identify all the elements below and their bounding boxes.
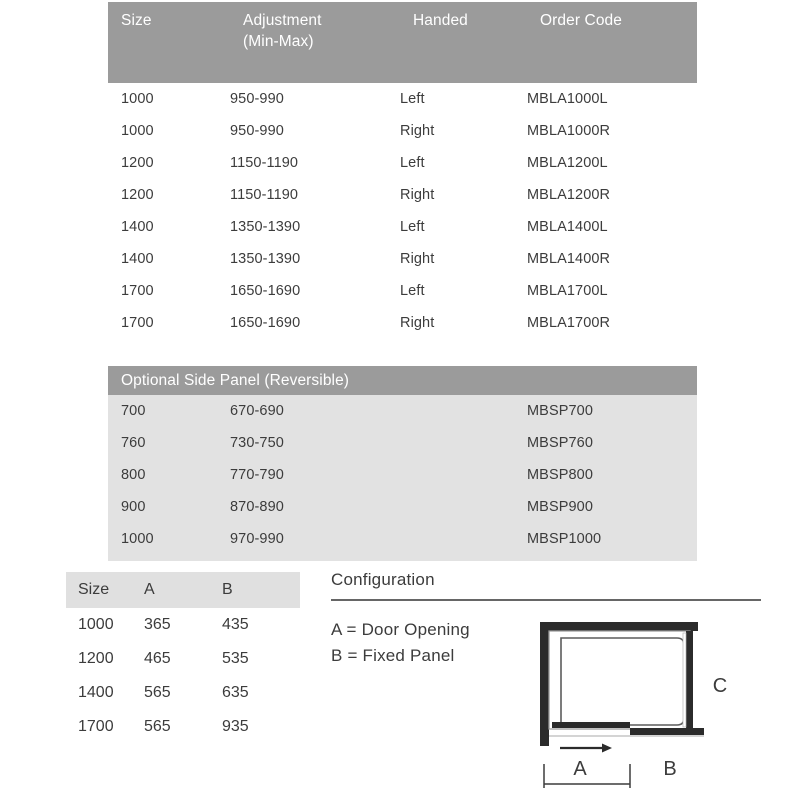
left-wall-shape [540,622,549,746]
ab-table-header-row [66,572,300,608]
cell-order-code: MBLA1700L [527,283,608,299]
column-header-adjustment [243,10,322,52]
column-header-size: Size [78,581,110,598]
cell-size: 1000 [121,91,154,107]
table-row [108,491,697,523]
cell-size: 700 [121,403,146,419]
cell-size: 1700 [78,718,114,735]
cell-handed: Left [400,283,425,299]
column-header-adjustment-line1: Adjustment [243,12,322,29]
cell-adjustment: 1350-1390 [230,251,301,267]
column-header-order-code-label: Order Code [540,12,622,29]
column-header-b: B [222,581,233,598]
cell-size: 1700 [121,315,154,331]
cell-b: 435 [222,616,249,633]
cell-handed: Right [400,187,435,203]
cell-size: 760 [121,435,146,451]
table-row [108,459,697,491]
dimension-line-a [544,764,630,788]
table-row [66,642,300,676]
cell-order-code: MBSP700 [527,403,593,419]
cell-size: 1700 [121,283,154,299]
sliding-door-leaf-shape [552,722,630,728]
cell-adjustment: 950-990 [230,123,284,139]
cell-handed: Right [400,315,435,331]
table-row [108,427,697,459]
table-row [66,710,300,744]
diagram-label-a: A [573,758,587,780]
cell-adjustment: 730-750 [230,435,284,451]
cell-size: 1000 [121,531,154,547]
cell-size: 1000 [121,123,154,139]
cell-order-code: MBSP800 [527,467,593,483]
column-header-size-label: Size [121,12,152,29]
cell-order-code: MBLA1400R [527,251,611,267]
table-row [108,395,697,427]
cell-a: 465 [144,650,171,667]
cell-handed: Right [400,123,435,139]
column-header-handed [413,10,468,31]
side-panel-table-title: Optional Side Panel (Reversible) [108,366,697,395]
cell-size: 900 [121,499,146,515]
cell-adjustment: 1650-1690 [230,283,301,299]
table-row [66,608,300,642]
side-panel-table-body [108,395,697,561]
main-table-header-row [108,2,697,83]
cell-order-code: MBLA1700R [527,315,611,331]
cell-b: 935 [222,718,249,735]
cell-handed: Left [400,219,425,235]
column-header-a: A [144,581,155,598]
column-header-size [121,10,152,31]
cell-order-code: MBLA1400L [527,219,608,235]
table-row [108,523,697,555]
glass-door-panel-shape [561,638,684,725]
cell-order-code: MBLA1200R [527,187,611,203]
legend-item-a: A = Door Opening [331,620,470,639]
cell-size: 1000 [78,616,114,633]
cell-size: 1400 [78,684,114,701]
main-product-table [108,2,697,339]
table-row [108,147,697,179]
cell-adjustment: 1350-1390 [230,219,301,235]
cell-adjustment: 970-990 [230,531,284,547]
cell-order-code: MBLA1000R [527,123,611,139]
cell-order-code: MBLA1200L [527,155,608,171]
side-panel-gap-shape [683,633,686,727]
side-panel-shape [686,631,693,729]
configuration-title: Configuration [331,570,435,589]
fixed-panel-leaf-shape [630,728,704,735]
cell-size: 1200 [121,187,154,203]
table-row [108,275,697,307]
cell-adjustment: 950-990 [230,91,284,107]
cell-a: 565 [144,718,171,735]
cell-order-code: MBSP760 [527,435,593,451]
table-row [108,115,697,147]
cell-adjustment: 1150-1190 [230,187,299,203]
cell-adjustment: 1150-1190 [230,155,299,171]
table-row [108,243,697,275]
cell-adjustment: 870-890 [230,499,284,515]
column-header-handed-label: Handed [413,12,468,29]
table-row [108,179,697,211]
cell-handed: Left [400,155,425,171]
cell-b: 635 [222,684,249,701]
top-rail-shape [540,622,698,631]
optional-side-panel-table [108,366,697,561]
enclosure-plan-diagram [534,614,796,794]
cell-order-code: MBLA1000L [527,91,608,107]
cell-size: 1200 [121,155,154,171]
cell-order-code: MBSP900 [527,499,593,515]
diagram-label-b: B [663,758,677,780]
size-ab-table [66,572,300,744]
enclosure-outline-shape [549,631,690,729]
cell-b: 535 [222,650,249,667]
cell-order-code: MBSP1000 [527,531,602,547]
cell-handed: Left [400,91,425,107]
cell-adjustment: 770-790 [230,467,284,483]
door-direction-arrow-icon [560,744,612,753]
cell-handed: Right [400,251,435,267]
cell-adjustment: 1650-1690 [230,315,301,331]
table-row [108,211,697,243]
cell-a: 365 [144,616,171,633]
main-table-body [108,83,697,339]
cell-adjustment: 670-690 [230,403,284,419]
cell-a: 565 [144,684,171,701]
cell-size: 1400 [121,251,154,267]
cell-size: 1400 [121,219,154,235]
cell-size: 1200 [78,650,114,667]
cell-size: 800 [121,467,146,483]
table-row [108,307,697,339]
table-row [66,676,300,710]
legend-item-b: B = Fixed Panel [331,646,455,665]
column-header-adjustment-line2: (Min-Max) [243,33,314,50]
column-header-order-code [540,10,622,31]
diagram-label-c: C [712,675,728,697]
table-row [108,83,697,115]
